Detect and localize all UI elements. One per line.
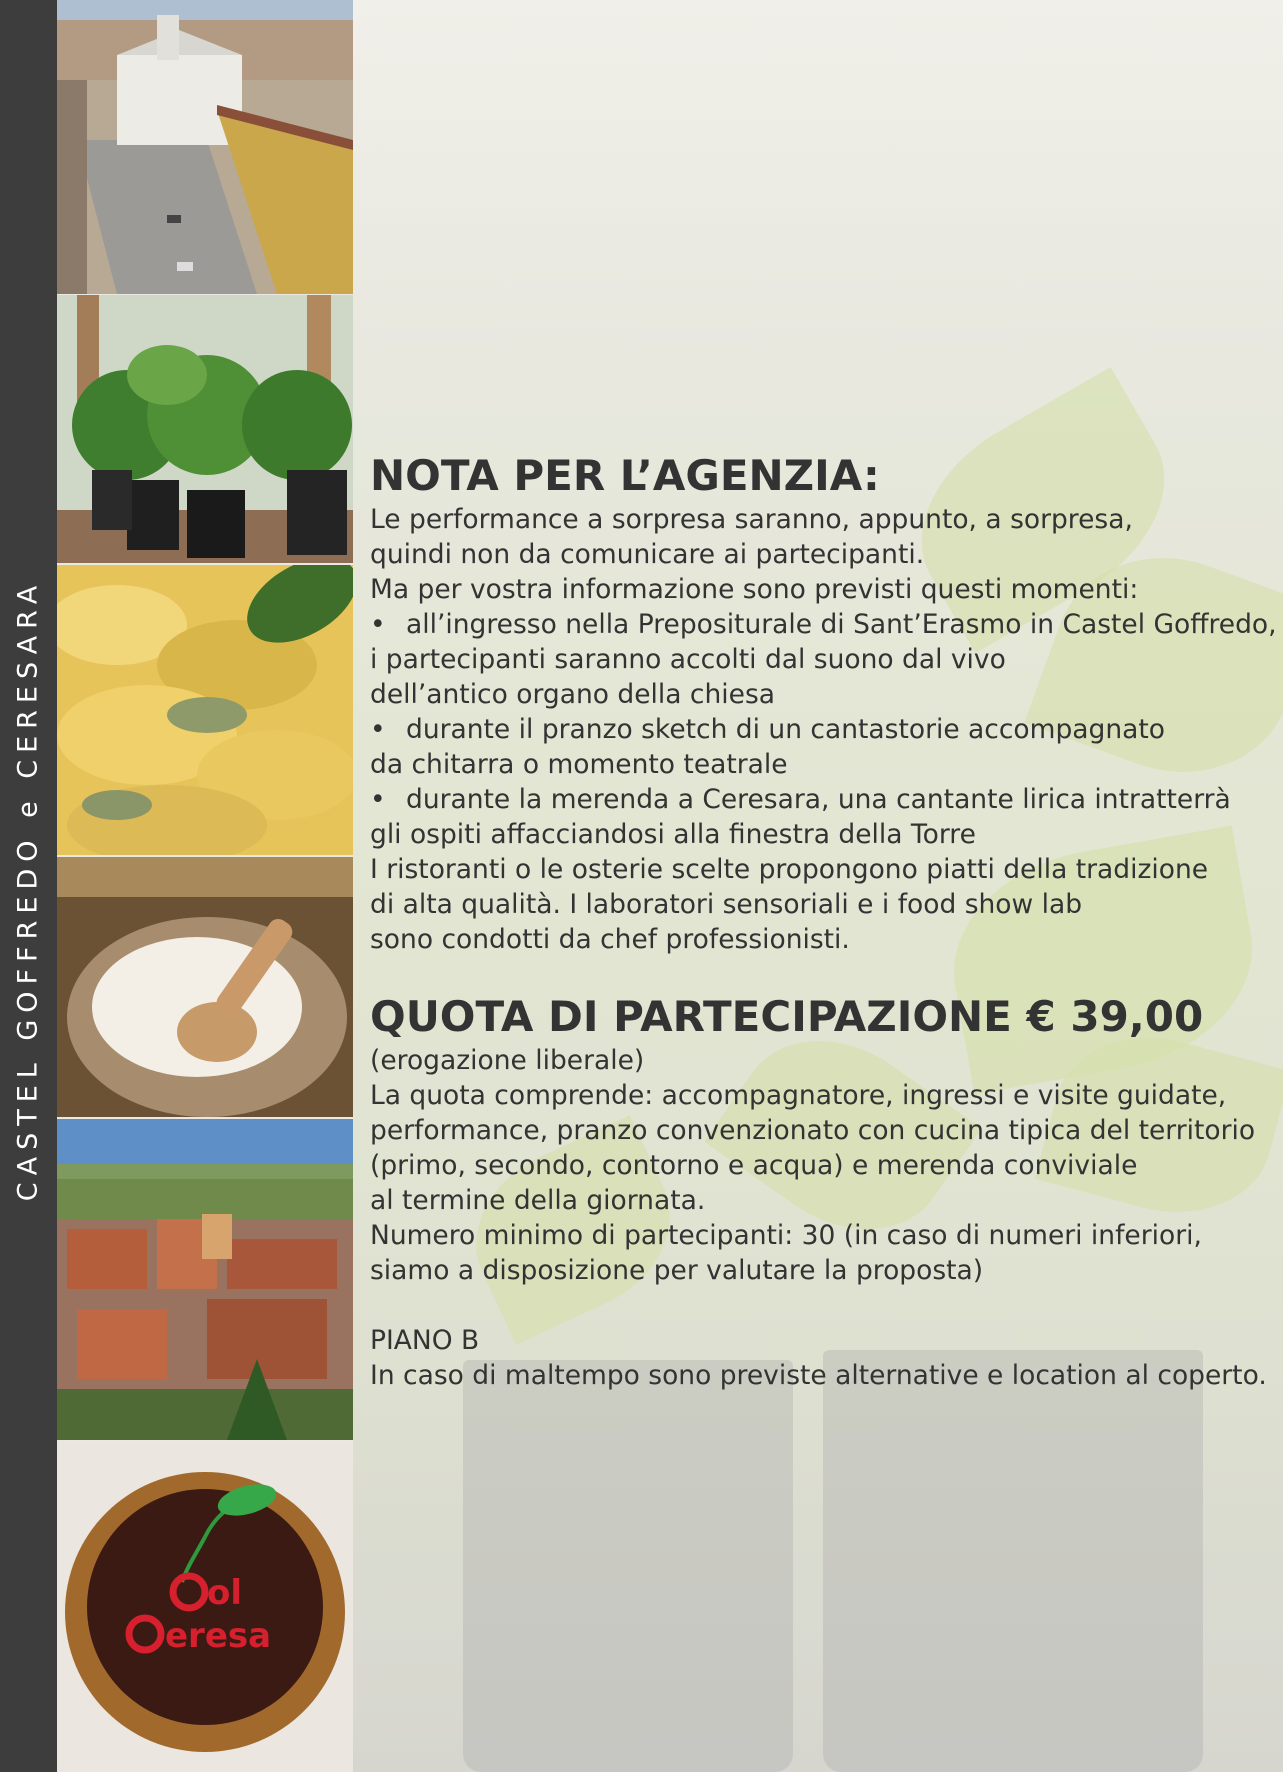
piano-b-text: In caso di maltempo sono previste alternative e location al coperto. (370, 1360, 1267, 1391)
bullet-item-1: • all’ingresso nella Prepositurale di Sant’Erasmo in Castel Goffredo, (370, 607, 1270, 642)
nota-title: NOTA PER L’AGENZIA: (370, 451, 880, 500)
side-spine (0, 0, 57, 1772)
nota-closing-line: I ristoranti o le osterie scelte propongono piatti della tradizione (370, 854, 1209, 885)
quota-line: La quota comprende: accompagnatore, ingressi e visite guidate, (370, 1080, 1227, 1111)
quota-line: siamo a disposizione per valutare la proposta) (370, 1255, 984, 1286)
bullet-item-1-cont: dell’antico organo della chiesa (370, 679, 775, 710)
bullet-item-2-cont: da chitarra o momento teatrale (370, 749, 788, 780)
vertical-title: CASTEL GOFFREDO e CERESARA (12, 578, 44, 1202)
bullet-item-1-cont: i partecipanti saranno accolti dal suono dal vivo (370, 644, 1006, 675)
photo-column (57, 0, 353, 1772)
bullet-item-3-cont: gli ospiti affacciandosi alla finestra della Torre (370, 819, 976, 850)
sol-ceresa-cake-photo (57, 1442, 353, 1772)
nota-line: Le performance a sorpresa saranno, appunto, a sorpresa, (370, 504, 1133, 535)
cake-text-line2: eresa (165, 1616, 272, 1656)
bullet-item-2: • durante il pranzo sketch di un cantastorie accompagnato (370, 712, 1270, 747)
nota-line: quindi non da comunicare ai partecipanti. (370, 539, 925, 570)
main-content (370, 450, 1277, 1393)
town-square-photo (57, 0, 353, 294)
nota-closing-line: sono condotti da chef professionisti. (370, 924, 850, 955)
flour-sack-photo (57, 857, 353, 1117)
aerial-village-photo (57, 1119, 353, 1440)
nota-closing-line: di alta qualità. I laboratori sensoriali e i food show lab (370, 889, 1083, 920)
cake-text-line1: ol (207, 1573, 243, 1613)
tortelli-pasta-photo (57, 565, 353, 855)
potted-herbs-photo (57, 295, 353, 563)
quota-line: performance, pranzo convenzionato con cucina tipica del territorio (370, 1115, 1256, 1146)
bullet-item-3: • durante la merenda a Ceresara, una cantante lirica intratterrà (370, 782, 1270, 817)
quota-line: (erogazione liberale) (370, 1045, 645, 1076)
quota-title: QUOTA DI PARTECIPAZIONE € 39,00 (370, 992, 1204, 1041)
quota-line: al termine della giornata. (370, 1185, 706, 1216)
nota-line: Ma per vostra informazione sono previsti questi momenti: (370, 574, 1139, 605)
quota-line: (primo, secondo, contorno e acqua) e merenda conviviale (370, 1150, 1138, 1181)
quota-line: Numero minimo di partecipanti: 30 (in caso di numeri inferiori, (370, 1220, 1202, 1251)
piano-b-title: PIANO B (370, 1325, 480, 1356)
